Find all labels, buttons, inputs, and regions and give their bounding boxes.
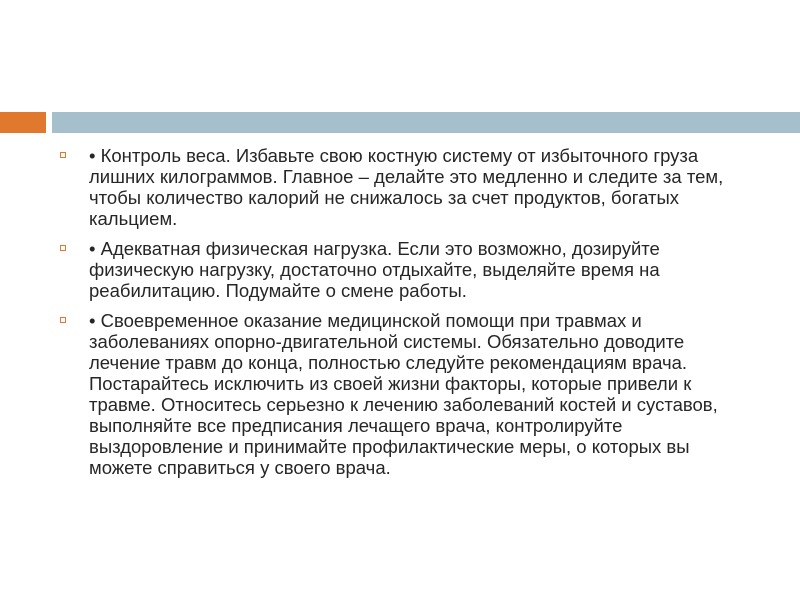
bullet-item-physical-load [60, 238, 750, 301]
bullet-list [60, 145, 750, 487]
square-bullet-icon [60, 317, 66, 323]
accent-bar [0, 112, 46, 133]
bullet-text: • Контроль веса. Избавьте свою костную систему от избыточного груза лишних килограммов. Главное – делайте это медленно и следите за тем, чтобы количество калорий не снижалось за счет продуктов, богатых кальцием. [89, 145, 724, 229]
square-bullet-icon [60, 152, 66, 158]
bullet-item-medical-help [60, 310, 750, 478]
bullet-text: • Своевременное оказание медицинской помощи при травмах и заболеваниях опорно-двигательной системы. Обязательно доводите лечение травм до конца, полностью следуйте рекомендациям врача. Постарайтесь исключить из своей жизни факторы, которые привели к травме. Относитесь серьезно к лечению заболеваний костей и суставов, выполняйте все предписания лечащего врача, контролируйте выздоровление и принимайте профилактические меры, о которых вы можете справиться у своего врача. [89, 310, 718, 478]
title-bar [52, 112, 800, 133]
bullet-text: • Адекватная физическая нагрузка. Если это возможно, дозируйте физическую нагрузку, достаточно отдыхайте, выделяйте время на реабилитацию. Подумайте о смене работы. [89, 238, 660, 301]
square-bullet-icon [60, 245, 66, 251]
bullet-item-weight-control [60, 145, 750, 229]
